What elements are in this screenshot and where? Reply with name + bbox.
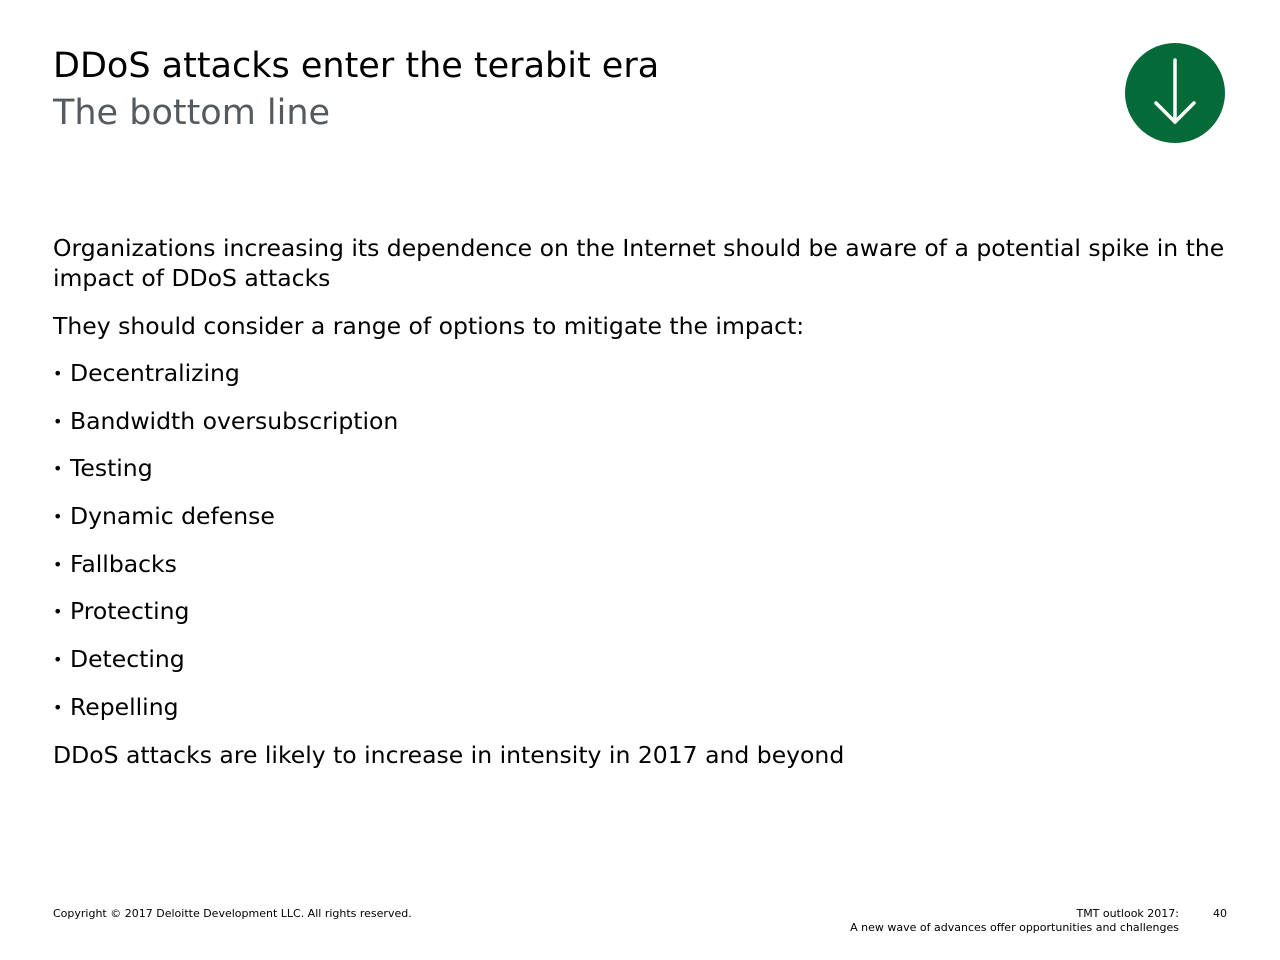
- list-item: [53, 644, 398, 692]
- page-number: 40: [1213, 907, 1227, 920]
- down-arrow-icon: [1125, 43, 1225, 143]
- list-item-label: Detecting: [70, 645, 185, 674]
- lead-paragraph: They should consider a range of options to mitigate the impact:: [53, 312, 805, 340]
- publication-title-line-1: TMT outlook 2017:: [1076, 907, 1179, 920]
- list-item-label: Fallbacks: [70, 549, 177, 578]
- list-item-label: Bandwidth oversubscription: [70, 406, 399, 435]
- list-item-label: Repelling: [70, 692, 179, 721]
- bullet-icon: •: [53, 411, 63, 431]
- bullet-icon: •: [53, 554, 63, 574]
- list-item: [53, 549, 398, 597]
- copyright-notice: Copyright © 2017 Deloitte Development LLC. All rights reserved.: [53, 907, 412, 920]
- list-item-label: Decentralizing: [70, 359, 240, 387]
- section-badge: [1125, 43, 1225, 143]
- bullet-icon: •: [53, 507, 63, 527]
- publication-title-line-2: A new wave of advances offer opportunities and challenges: [850, 921, 1179, 934]
- intro-paragraph: Organizations increasing its dependence on the Internet should be aware of a potential spike in the impact of DDoS attacks: [53, 234, 1225, 292]
- list-item: [53, 692, 398, 740]
- mitigation-options-list: [53, 358, 398, 740]
- closing-paragraph: DDoS attacks are likely to increase in intensity in 2017 and beyond: [53, 741, 845, 769]
- slide-title: DDoS attacks enter the terabit era: [53, 46, 660, 86]
- publication-title: [850, 907, 1179, 935]
- list-item: [53, 358, 398, 406]
- list-item-label: Protecting: [70, 597, 190, 626]
- bullet-icon: •: [53, 364, 63, 383]
- bullet-icon: •: [53, 697, 63, 717]
- bullet-icon: •: [53, 650, 63, 670]
- list-item: [53, 596, 398, 644]
- list-item-label: Testing: [70, 454, 153, 483]
- list-item: [53, 501, 398, 549]
- slide-subtitle: The bottom line: [53, 93, 331, 133]
- list-item-label: Dynamic defense: [70, 502, 275, 531]
- bullet-icon: •: [53, 602, 63, 622]
- list-item: [53, 453, 398, 501]
- list-item: [53, 406, 398, 454]
- bullet-icon: •: [53, 459, 63, 479]
